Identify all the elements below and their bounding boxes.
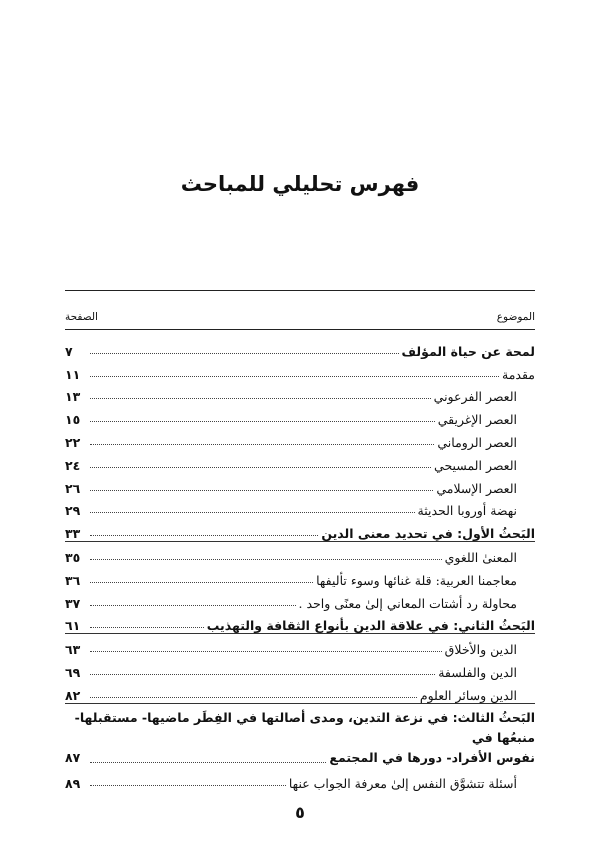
toc-entry-label: العصر الفرعوني bbox=[433, 389, 517, 405]
toc-page-number: ٨٢ bbox=[65, 687, 81, 703]
toc-entry-label: العصر الإسلامي bbox=[436, 480, 517, 496]
toc-entry-label: محاولة رد أشتات المعاني إلىٰ معنًى واحد . bbox=[298, 595, 517, 611]
third-section-line2-row bbox=[65, 748, 535, 768]
toc-entry[interactable] bbox=[65, 336, 535, 359]
toc-entry[interactable] bbox=[65, 680, 535, 704]
toc-entry[interactable] bbox=[65, 359, 535, 382]
toc-entry-last[interactable] bbox=[65, 768, 535, 791]
toc-page-number: ٣٧ bbox=[65, 595, 81, 611]
leader-dots bbox=[90, 353, 399, 354]
toc-entry-label: معاجمنا العربية: قلة غنائها وسوء تأليفها bbox=[316, 572, 517, 588]
toc-entry[interactable] bbox=[65, 634, 535, 657]
toc-entry-label: لمحة عن حياة المؤلف bbox=[401, 343, 535, 359]
leader-dots bbox=[90, 651, 442, 652]
toc-entries bbox=[65, 336, 535, 704]
toc-entry[interactable] bbox=[65, 542, 535, 565]
leader-dots bbox=[90, 582, 313, 583]
toc-entry-label: العصر المسيحي bbox=[434, 457, 517, 473]
page-column-header: الصفحة bbox=[65, 311, 98, 323]
leader-dots bbox=[90, 490, 433, 491]
toc-page-number: ٢٢ bbox=[65, 434, 81, 450]
leader-dots bbox=[90, 559, 442, 560]
leader-dots bbox=[90, 785, 286, 786]
toc-entry[interactable] bbox=[65, 473, 535, 496]
leader-dots bbox=[90, 376, 499, 377]
toc-entry[interactable] bbox=[65, 518, 535, 542]
topic-column-header: الموضوع bbox=[496, 311, 535, 323]
toc-entry-label: الدين وسائر العلوم bbox=[419, 687, 517, 703]
toc-entry[interactable] bbox=[65, 496, 535, 519]
toc-page-number: ١٣ bbox=[65, 389, 81, 405]
leader-dots bbox=[90, 605, 296, 606]
table-of-contents bbox=[65, 290, 535, 791]
toc-entry[interactable] bbox=[65, 611, 535, 635]
toc-page-number: ٨٧ bbox=[65, 749, 81, 765]
toc-page-number: ٢٤ bbox=[65, 457, 81, 473]
leader-dots bbox=[90, 762, 326, 763]
toc-page-number: ٣٦ bbox=[65, 572, 81, 588]
toc-entry[interactable] bbox=[65, 565, 535, 588]
leader-dots bbox=[90, 467, 431, 468]
toc-page-number: ٣٣ bbox=[65, 526, 81, 542]
toc-entry[interactable] bbox=[65, 657, 535, 680]
leader-dots bbox=[90, 398, 431, 399]
toc-header bbox=[65, 290, 535, 327]
toc-page-number: ٦١ bbox=[65, 618, 81, 634]
toc-entry[interactable] bbox=[65, 450, 535, 473]
toc-entry-label: أسئلة تتشوَّق النفس إلىٰ معرفة الجواب عنها bbox=[288, 775, 517, 791]
toc-entry[interactable] bbox=[65, 404, 535, 427]
toc-entry-label: البَحثُ الثاني: في علاقة الدين بأنواع الثقافة والتهذيب bbox=[206, 618, 535, 634]
toc-page-number: ٦٣ bbox=[65, 642, 81, 658]
toc-entry-label: البَحثُ الأول: في تحديد معنى الدين bbox=[321, 526, 535, 542]
leader-dots bbox=[90, 512, 415, 513]
toc-entry-label: مقدمة bbox=[502, 366, 535, 382]
toc-entry-label: الدين والأخلاق bbox=[444, 642, 517, 658]
toc-page-number: ١٥ bbox=[65, 412, 81, 428]
toc-entry-third-section[interactable] bbox=[65, 704, 535, 768]
toc-page-number: ٦٩ bbox=[65, 664, 81, 680]
toc-entry-label: المعنىٰ اللغوي bbox=[444, 549, 517, 565]
leader-dots bbox=[90, 444, 434, 445]
toc-page-number: ٢٦ bbox=[65, 480, 81, 496]
leader-dots bbox=[90, 535, 318, 536]
page-number: ٥ bbox=[295, 803, 305, 822]
toc-entry[interactable] bbox=[65, 382, 535, 405]
third-section-line1: البَحثُ الثالث: في نزعة التدين، ومدى أصالتها في الفِطَر ماضيها- مستقبلها- منبعُها في bbox=[74, 709, 535, 745]
toc-page-number: ٢٩ bbox=[65, 503, 81, 519]
toc-entry-label: العصر الإغريقي bbox=[437, 412, 517, 428]
toc-entry[interactable] bbox=[65, 588, 535, 611]
leader-dots bbox=[90, 697, 417, 698]
toc-entry[interactable] bbox=[65, 427, 535, 450]
leader-dots bbox=[90, 421, 435, 422]
third-section-line2: نفوس الأفراد- دورها في المجتمع bbox=[329, 749, 535, 765]
page-title: فهرس تحليلي للمباحث bbox=[180, 172, 420, 196]
toc-entry-label: نهضة أوروبا الحديثة bbox=[417, 503, 517, 519]
leader-dots bbox=[90, 627, 204, 628]
toc-page-number: ٣٥ bbox=[65, 549, 81, 565]
toc-entry-label: الدين والفلسفة bbox=[438, 664, 517, 680]
toc-entry-label: العصر الروماني bbox=[437, 434, 517, 450]
toc-page-number: ١١ bbox=[65, 366, 81, 382]
header-rule bbox=[65, 329, 535, 330]
toc-page-number: ٧ bbox=[65, 343, 73, 359]
toc-page-number: ٨٩ bbox=[65, 775, 81, 791]
leader-dots bbox=[90, 674, 435, 675]
